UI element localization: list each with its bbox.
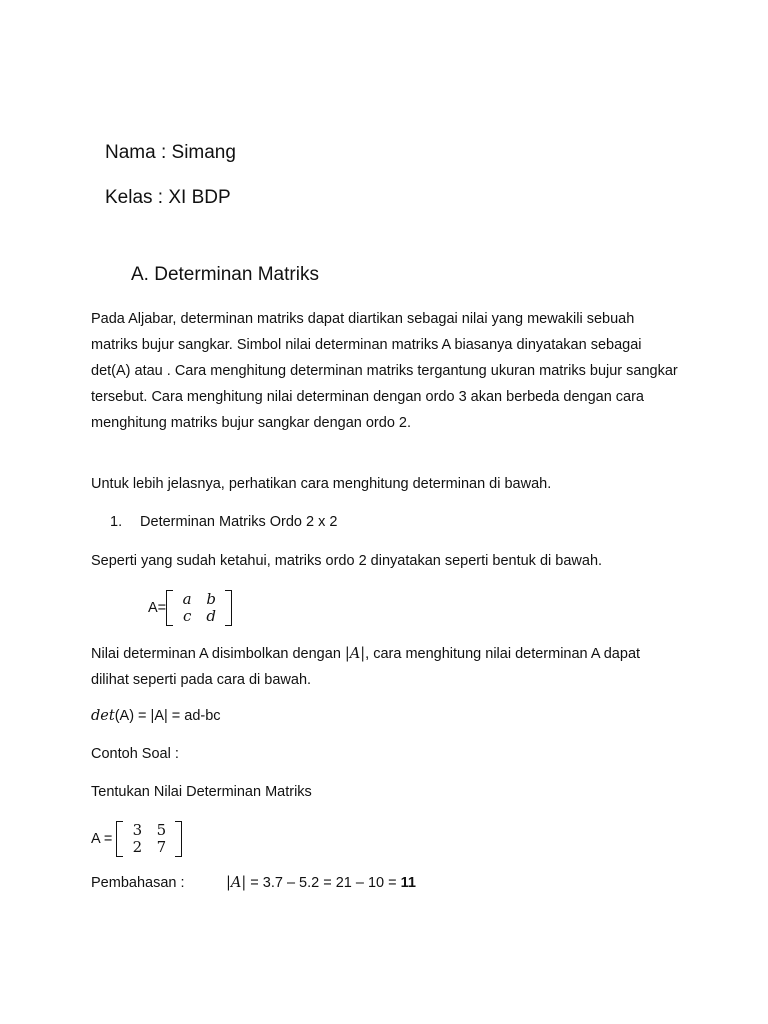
matrix-cell: b	[206, 590, 216, 608]
solution-label: Pembahasan :	[91, 875, 185, 891]
matrix-cell: a	[182, 590, 192, 608]
general-matrix	[148, 590, 232, 626]
right-bracket	[175, 821, 182, 857]
matrix-cell: 3	[132, 821, 143, 839]
left-bracket	[166, 590, 173, 626]
example-matrix-body	[116, 821, 182, 857]
matrix-cell: 2	[132, 838, 143, 856]
student-class: Kelas : XI BDP	[105, 187, 231, 208]
followup-text: Untuk lebih jelasnya, perhatikan cara menghitung determinan di bawah.	[91, 476, 552, 492]
solution-expression: = 3.7 – 5.2 = 21 – 10 =	[246, 875, 401, 891]
example-matrix-label: A =	[91, 831, 113, 847]
student-name: Nama : Simang	[105, 142, 236, 163]
matrix-cells	[123, 822, 175, 856]
matrix-cells	[173, 591, 225, 625]
intro-paragraph: Pada Aljabar, determinan matriks dapat diartikan sebagai nilai yang mewakili sebuah matriks bujur sangkar. Simbol nilai determinan matriks A biasanya dinyatakan sebagai det(A) atau . Cara menghitung determinan matriks tergantung ukuran matriks bujur sangkar tersebut. Cara menghitung nilai determinan dengan ordo 3 akan berbeda dengan cara menghitung matriks bujur sangkar dengan ordo 2.	[91, 311, 678, 431]
section-title: Determinan Matriks	[154, 264, 319, 285]
solution-line	[226, 875, 416, 891]
subsection-title: Determinan Matriks Ordo 2 x 2	[140, 514, 338, 530]
subsection-marker: 1.	[110, 514, 123, 530]
right-bracket	[225, 590, 232, 626]
det-formula-rest: (A) = |A| = ad-bc	[114, 708, 221, 724]
symbol-text-before: Nilai determinan A disimbolkan dengan	[91, 646, 345, 662]
task-text: Tentukan Nilai Determinan Matriks	[91, 784, 312, 800]
section-marker: A.	[131, 264, 149, 285]
det-formula	[91, 708, 221, 724]
subsection-heading	[110, 514, 337, 530]
section-heading	[131, 264, 319, 286]
matrix-cell: 5	[156, 821, 167, 839]
matrix-cell: 7	[156, 838, 167, 856]
symbol-paragraph	[91, 641, 681, 693]
general-matrix-label: A=	[148, 600, 167, 616]
solution-result: 11	[400, 875, 416, 891]
matrix-cell: c	[182, 607, 192, 625]
solution-symbol: |A|	[226, 875, 247, 891]
det-function: det	[91, 708, 115, 724]
determinant-symbol: |A|	[344, 646, 366, 662]
left-bracket	[116, 821, 123, 857]
example-matrix	[91, 821, 182, 857]
ordo-text: Seperti yang sudah ketahui, matriks ordo 2 dinyatakan seperti bentuk di bawah.	[91, 553, 603, 569]
general-matrix-body	[166, 590, 232, 626]
example-label: Contoh Soal :	[91, 746, 179, 762]
symbol-text-after: , cara menghitung nilai determinan A dapat dilihat seperti pada cara di bawah.	[91, 646, 641, 688]
matrix-cell: d	[206, 607, 216, 625]
